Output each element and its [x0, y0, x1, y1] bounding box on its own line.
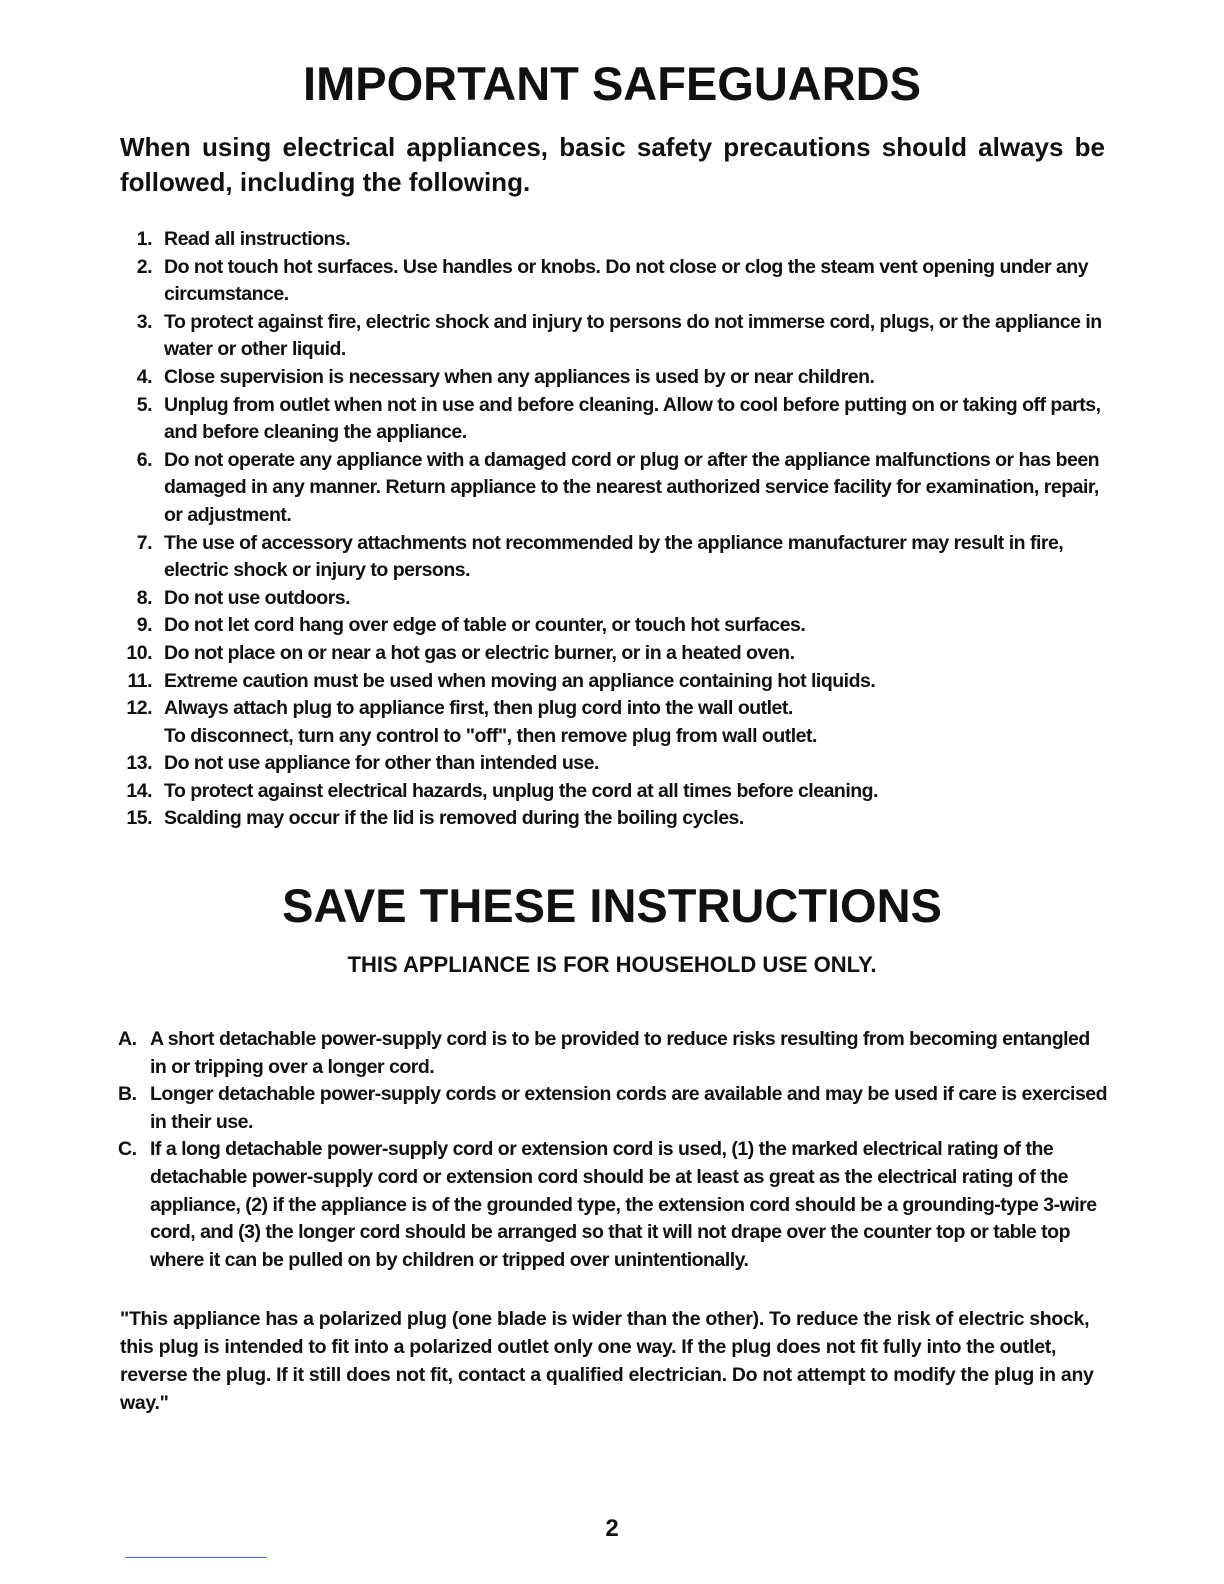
note-letter: C.	[118, 1138, 137, 1161]
item-number: 11.	[127, 669, 152, 692]
safeguards-list	[0, 226, 1224, 833]
item-text: Do not let cord hang over edge of table or counter, or touch hot surfaces.	[164, 614, 806, 637]
household-use-notice: THIS APPLIANCE IS FOR HOUSEHOLD USE ONLY.	[347, 952, 877, 977]
cord-note-item	[0, 1081, 1110, 1136]
item-text: Unplug from outlet when not in use and before cleaning. Allow to cool before putting on or taking off parts, and before cleaning the appliance.	[164, 393, 1101, 444]
item-text: Close supervision is necessary when any appliances is used by or near children.	[164, 365, 875, 388]
item-number: 1.	[136, 228, 152, 250]
item-text: To protect against fire, electric shock and injury to persons do not immerse cord, plugs, or the appliance in water or other liquid.	[164, 310, 1102, 361]
safeguard-item	[0, 640, 1104, 668]
item-number: 13.	[126, 752, 152, 775]
note-letter: B.	[118, 1083, 137, 1106]
item-text: Do not use outdoors.	[164, 586, 351, 609]
safeguard-item	[0, 530, 1104, 585]
item-text: Read all instructions.	[164, 228, 351, 250]
item-text: Do not place on or near a hot gas or electric burner, or in a heated oven.	[164, 641, 795, 664]
safeguard-item	[0, 254, 1104, 309]
safeguard-item	[0, 392, 1104, 447]
footer-rule	[125, 1557, 267, 1558]
safeguard-item	[0, 364, 1104, 392]
note-text: If a long detachable power-supply cord or extension cord is used, (1) the marked electrical rating of the detachable power-supply cord or extension cord should be at least as great as the electrical rating of the appliance, (2) if the appliance is of the grounded type, the extension cord should be a grounding-type 3-wire cord, and (3) the longer cord should be arranged so that it will not drape over the counter top or table top where it can be pulled on by children or tripped over unintentionally.	[150, 1138, 1097, 1271]
safeguard-item	[0, 226, 1104, 254]
safeguard-item	[0, 309, 1104, 364]
safeguard-item	[0, 612, 1104, 640]
page-number: 2	[605, 1515, 619, 1542]
item-number: 15.	[126, 807, 152, 830]
safeguard-item	[0, 447, 1104, 530]
cord-note-item	[0, 1136, 1110, 1274]
item-text: To protect against electrical hazards, unplug the cord at all times before cleaning.	[164, 779, 878, 802]
item-text: The use of accessory attachments not recommended by the appliance manufacturer may result in fire, electric shock or injury to persons.	[164, 531, 1064, 582]
save-instructions-heading: SAVE THESE INSTRUCTIONS	[282, 879, 942, 932]
cord-note-item	[0, 1026, 1110, 1081]
item-number: 14.	[126, 779, 152, 802]
item-text: Scalding may occur if the lid is removed during the boiling cycles.	[164, 807, 744, 830]
item-number: 4.	[136, 365, 152, 388]
item-number: 9.	[136, 614, 152, 637]
safeguard-item	[0, 668, 1104, 696]
safeguard-item	[0, 805, 1104, 833]
item-number: 10.	[126, 641, 152, 664]
polarized-plug-notice: "This appliance has a polarized plug (one blade is wider than the other). To reduce the risk of electric shock, this plug is intended to fit into a polarized outlet only one way. If the plug does not fit fully into the outlet, reverse the plug. If it still does not fit, contact a qualified electrician. Do not attempt to modify the plug in any way."	[120, 1308, 1094, 1414]
note-text: Longer detachable power-supply cords or extension cords are available and may be used if care is exercised in their use.	[150, 1083, 1108, 1133]
safeguard-item	[0, 585, 1104, 613]
safeguard-item	[0, 695, 1104, 750]
item-text: Do not use appliance for other than intended use.	[164, 752, 599, 775]
item-text: Do not operate any appliance with a damaged cord or plug or after the appliance malfunctions or has been damaged in any manner. Return appliance to the nearest authorized service facility for examination, repair, or adjustment.	[164, 448, 1100, 526]
item-text: Extreme caution must be used when moving an appliance containing hot liquids.	[164, 669, 876, 692]
item-number: 3.	[136, 310, 152, 333]
page-title: IMPORTANT SAFEGUARDS	[303, 57, 921, 110]
item-text: Always attach plug to appliance first, then plug cord into the wall outlet.	[164, 697, 793, 720]
item-number: 2.	[136, 255, 152, 278]
safeguard-item	[0, 750, 1104, 778]
item-text-continued: To disconnect, turn any control to "off", then remove plug from wall outlet.	[164, 724, 817, 747]
note-letter: A.	[118, 1028, 137, 1050]
item-text: Do not touch hot surfaces. Use handles or knobs. Do not close or clog the steam vent opening under any circumstance.	[164, 255, 1089, 306]
item-number: 7.	[136, 531, 152, 554]
safeguard-item	[0, 778, 1104, 806]
cord-notes-list	[0, 1026, 1224, 1274]
item-number: 8.	[136, 586, 152, 609]
intro-statement: When using electrical appliances, basic safety precautions should always be followed, including the following.	[120, 132, 1105, 197]
item-number: 12.	[126, 697, 152, 720]
item-number: 6.	[136, 448, 152, 471]
note-text: A short detachable power-supply cord is to be provided to reduce risks resulting from becoming entangled in or tripping over a longer cord.	[150, 1028, 1090, 1078]
item-number: 5.	[136, 393, 152, 416]
